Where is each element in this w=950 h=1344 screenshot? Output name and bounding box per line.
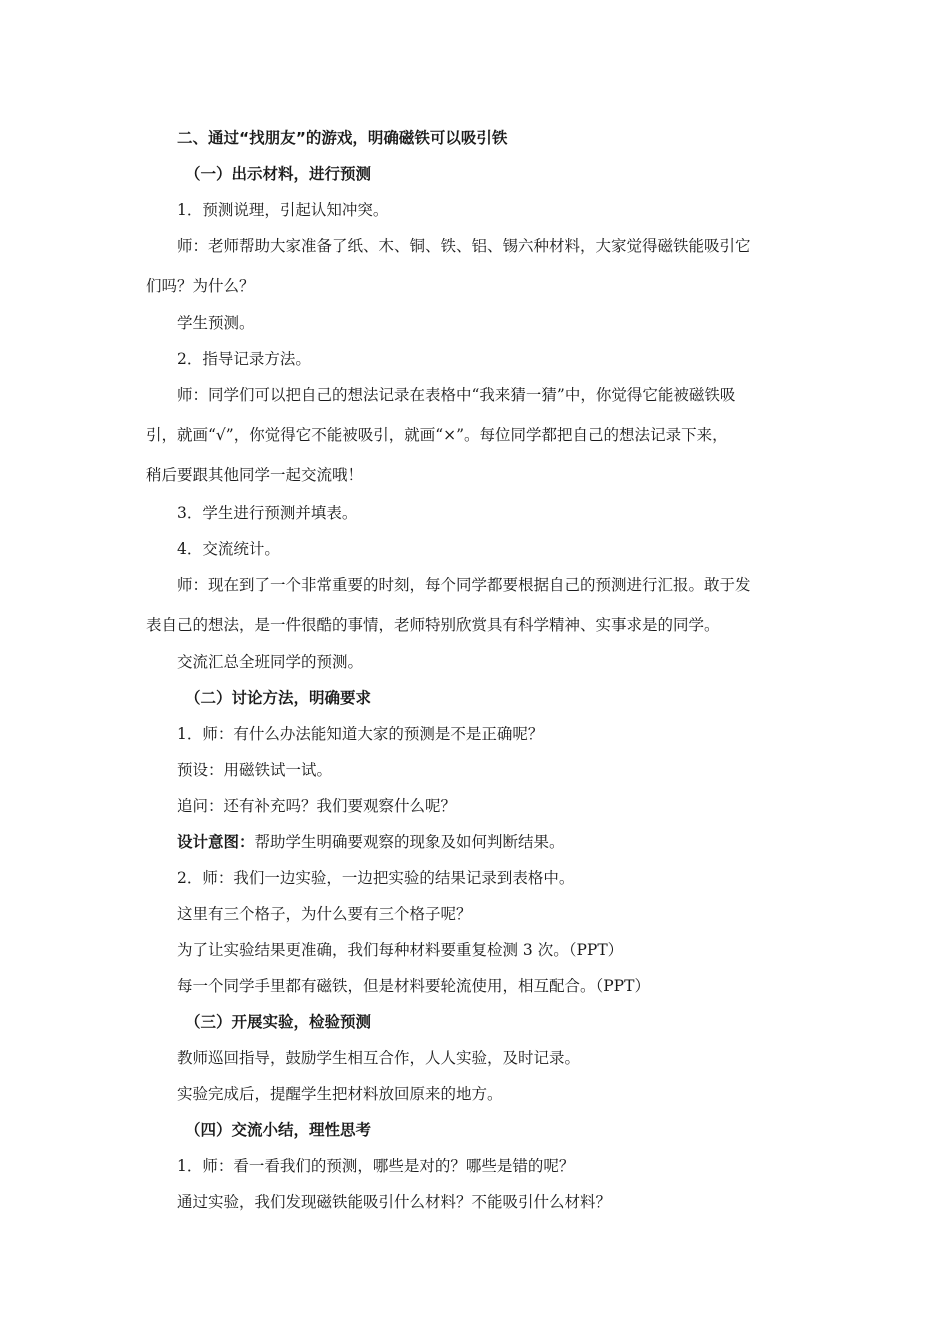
design-intent bbox=[177, 832, 565, 852]
subsection-title-1: （一）出示材料，进行预测 bbox=[185, 165, 372, 183]
paragraph: 1．师：看一看我们的预测，哪些是对的？哪些是错的呢？ bbox=[177, 1157, 575, 1175]
paragraph: 表自己的想法，是一件很酷的事情，老师特别欣赏具有科学精神、实事求是的同学。 bbox=[146, 616, 720, 634]
paragraph: 交流汇总全班同学的预测。 bbox=[177, 653, 364, 671]
section-heading: 二、通过“找朋友”的游戏，明确磁铁可以吸引铁 bbox=[177, 129, 508, 147]
paragraph: 2．师：我们一边实验，一边把实验的结果记录到表格中。 bbox=[177, 869, 575, 887]
paragraph: 实验完成后，提醒学生把材料放回原来的地方。 bbox=[177, 1085, 503, 1103]
paragraph: 师：老师帮助大家准备了纸、木、铜、铁、铝、锡六种材料，大家觉得磁铁能吸引它 bbox=[177, 237, 751, 255]
paragraph: 这里有三个格子，为什么要有三个格子呢？ bbox=[177, 905, 472, 923]
paragraph: 1．师：有什么办法能知道大家的预测是不是正确呢？ bbox=[177, 725, 544, 743]
paragraph: 预设：用磁铁试一试。 bbox=[177, 761, 333, 779]
subsection-title-2: （二）讨论方法，明确要求 bbox=[185, 689, 372, 707]
subsection-title-3: （三）开展实验，检验预测 bbox=[185, 1013, 372, 1031]
paragraph: 学生预测。 bbox=[177, 314, 255, 332]
paragraph: 师：现在到了一个非常重要的时刻，每个同学都要根据自己的预测进行汇报。敢于发 bbox=[177, 576, 751, 594]
paragraph: 3．学生进行预测并填表。 bbox=[177, 504, 358, 522]
paragraph: 师：同学们可以把自己的想法记录在表格中“我来猜一猜”中，你觉得它能被磁铁吸 bbox=[177, 386, 736, 404]
paragraph: 追问：还有补充吗？我们要观察什么呢？ bbox=[177, 797, 457, 815]
paragraph: 2．指导记录方法。 bbox=[177, 350, 311, 368]
paragraph: 们吗？为什么？ bbox=[146, 277, 255, 295]
subsection-title-4: （四）交流小结，理性思考 bbox=[185, 1121, 372, 1139]
design-intent-label: 设计意图： bbox=[177, 833, 255, 851]
paragraph: 1．预测说理，引起认知冲突。 bbox=[177, 201, 389, 219]
paragraph: 稍后要跟其他同学一起交流哦！ bbox=[146, 466, 364, 484]
paragraph: 教师巡回指导，鼓励学生相互合作，人人实验，及时记录。 bbox=[177, 1049, 581, 1067]
paragraph: 为了让实验结果更准确，我们每种材料要重复检测 3 次。（PPT） bbox=[177, 941, 624, 959]
design-intent-text: 帮助学生明确要观察的现象及如何判断结果。 bbox=[254, 833, 565, 851]
paragraph: 通过实验，我们发现磁铁能吸引什么材料？不能吸引什么材料？ bbox=[177, 1193, 612, 1211]
paragraph: 每一个同学手里都有磁铁，但是材料要轮流使用，相互配合。（PPT） bbox=[177, 977, 650, 995]
paragraph: 4．交流统计。 bbox=[177, 540, 280, 558]
paragraph: 引，就画“√”，你觉得它不能被吸引，就画“×”。每位同学都把自己的想法记录下来， bbox=[146, 426, 728, 444]
